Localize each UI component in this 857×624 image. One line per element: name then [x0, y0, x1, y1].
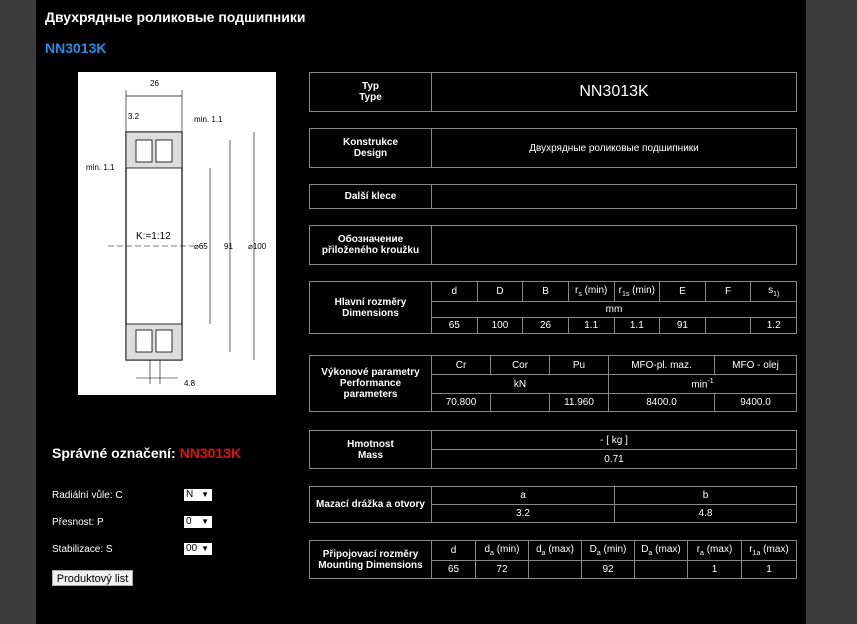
dim-value-s1: 1.2 [751, 318, 797, 334]
weight-label-en: Mass [357, 449, 383, 461]
design-label-cz: Konstrukce [342, 137, 398, 148]
taper-label: K:=1:12 [136, 231, 171, 242]
stabilization-label: Stabilizace: S [52, 544, 113, 555]
cages-value [432, 185, 797, 209]
dim-value-E: 91 [660, 318, 706, 334]
dimensions-label [310, 282, 432, 334]
design-value: Двухрядные роликовые подшипники [432, 129, 797, 168]
cages-table [309, 184, 797, 209]
perf-value-mfo-grease: 8400.0 [609, 394, 715, 412]
mount-header-da-min: $d_a$ (min) [476, 541, 529, 561]
dim-d-label: ⌀65 [194, 242, 208, 251]
dim-header-r1s: $r_{1s}$ (min) [614, 282, 660, 302]
dim-header-d: d [432, 282, 478, 302]
dimensions-table [309, 281, 797, 334]
precision-label: Přesnost: P [52, 517, 104, 528]
mount-value-r1a-max: 1 [742, 561, 797, 579]
perf-value-mfo-oil: 9400.0 [715, 394, 797, 412]
mount-value-d: 65 [432, 561, 476, 579]
perf-header-cor: Cor [491, 356, 550, 375]
type-table [309, 72, 797, 112]
mounting-label [310, 541, 432, 579]
type-label [310, 73, 432, 112]
weight-label [310, 431, 432, 469]
weight-table [309, 430, 797, 469]
perf-header-mfo-grease: MFO-pl. maz. [609, 356, 715, 375]
dim-groove-label: 4.8 [184, 379, 196, 388]
dim-rmin-top-label: min. 1.1 [194, 115, 223, 124]
mount-value-Da-max [635, 561, 688, 579]
dim-width-label: 26 [150, 79, 159, 88]
dim-header-F: F [705, 282, 751, 302]
mounting-label-cz: Připojovací rozměry [322, 548, 419, 560]
weight-value: 0.71 [432, 450, 797, 469]
ring-value [432, 226, 797, 265]
perf-header-pu: Pu [550, 356, 609, 375]
lubrication-table [309, 486, 797, 523]
dim-dmid-label: 91 [224, 242, 233, 251]
dim-value-r1s: 1.1 [614, 318, 660, 334]
mount-value-da-min: 72 [476, 561, 529, 579]
dimensions-label-en: Dimensions [342, 307, 399, 319]
lub-header-a: a [432, 487, 615, 505]
performance-label [310, 356, 432, 412]
designation-label: Správné označení: [52, 445, 176, 461]
designation-value: NN3013K [179, 445, 242, 461]
dim-value-D: 100 [477, 318, 523, 334]
ring-label-2: přiloženého kroužku [321, 245, 420, 256]
lub-value-a: 3.2 [432, 505, 615, 523]
dim-D-label: ⌀100 [248, 242, 267, 251]
dim-header-s1: $s_{1)}$ [751, 282, 797, 302]
dim-value-d: 65 [432, 318, 478, 334]
dim-unit: mm [432, 302, 797, 318]
ring-label [310, 226, 432, 265]
dim-value-B: 26 [523, 318, 569, 334]
performance-table [309, 355, 797, 412]
clearance-select-value: N [186, 489, 194, 500]
stabilization-select[interactable] [184, 543, 212, 555]
bearing-code: NN3013K [45, 40, 107, 56]
ring-label-1: Обозначение [337, 234, 404, 245]
cages-label: Další klece [310, 185, 432, 209]
lub-value-b: 4.8 [615, 505, 797, 523]
dim-header-rs: $r_s$ (min) [568, 282, 614, 302]
mount-header-ra-max: $r_a$ (max) [688, 541, 742, 561]
dim-header-D: D [477, 282, 523, 302]
ring-table [309, 225, 797, 265]
chevron-down-icon: ▼ [201, 490, 209, 499]
chevron-down-icon: ▼ [201, 517, 209, 526]
mounting-table [309, 540, 797, 579]
performance-label-2: Performance [339, 378, 402, 389]
performance-label-3: parameters [343, 389, 398, 400]
dim-chamfer-label: 3.2 [128, 112, 140, 121]
mount-value-da-max [529, 561, 582, 579]
performance-label-1: Výkonové parametry [321, 367, 420, 378]
type-label-cz: Typ [361, 81, 380, 92]
dim-value-F [705, 318, 751, 334]
lub-header-b: b [615, 487, 797, 505]
dim-rmin-left-label: min. 1.1 [86, 163, 115, 172]
mount-header-Da-min: $D_a$ (min) [582, 541, 635, 561]
design-label-en: Design [353, 148, 388, 159]
perf-value-cor [491, 394, 550, 412]
perf-unit-min: $\min^{-1}$ [609, 375, 797, 394]
mount-header-Da-max: $D_a$ (max) [635, 541, 688, 561]
page-title: Двухрядные роликовые подшипники [45, 9, 306, 25]
mounting-label-en: Mounting Dimensions [318, 559, 423, 571]
dim-header-E: E [660, 282, 706, 302]
mount-header-r1a-max: $r_{1a}$ (max) [742, 541, 797, 561]
designation [52, 445, 241, 461]
perf-unit-kn: kN [432, 375, 609, 394]
lubrication-label: Mazací drážka a otvory [310, 487, 432, 523]
perf-header-cr: Cr [432, 356, 491, 375]
dimensions-label-cz: Hlavní rozměry [334, 296, 407, 308]
mount-header-da-max: $d_a$ (max) [529, 541, 582, 561]
design-table [309, 128, 797, 168]
perf-value-cr: 70.800 [432, 394, 491, 412]
top-section [126, 132, 182, 168]
dim-value-rs: 1.1 [568, 318, 614, 334]
chevron-down-icon: ▼ [201, 544, 209, 553]
dim-header-B: B [523, 282, 569, 302]
precision-select[interactable] [184, 516, 212, 528]
clearance-label: Radiální vůle: C [52, 490, 123, 501]
precision-select-value: 0 [186, 516, 192, 527]
design-label [310, 129, 432, 168]
perf-value-pu: 11.960 [550, 394, 609, 412]
mount-value-Da-min: 92 [582, 561, 635, 579]
product-sheet-button[interactable]: Produktový list [52, 570, 133, 586]
bottom-section [126, 324, 182, 360]
mount-value-ra-max: 1 [688, 561, 742, 579]
stabilization-select-value: 00 [186, 543, 198, 554]
bearing-drawing [78, 72, 276, 395]
type-value: NN3013K [432, 73, 797, 112]
mount-header-d: d [432, 541, 476, 561]
perf-header-mfo-oil: MFO - olej [715, 356, 797, 375]
weight-unit: - [ kg ] [432, 431, 797, 450]
clearance-select[interactable] [184, 489, 212, 501]
type-label-en: Type [359, 92, 382, 103]
weight-label-cz: Hmotnost [347, 438, 394, 450]
